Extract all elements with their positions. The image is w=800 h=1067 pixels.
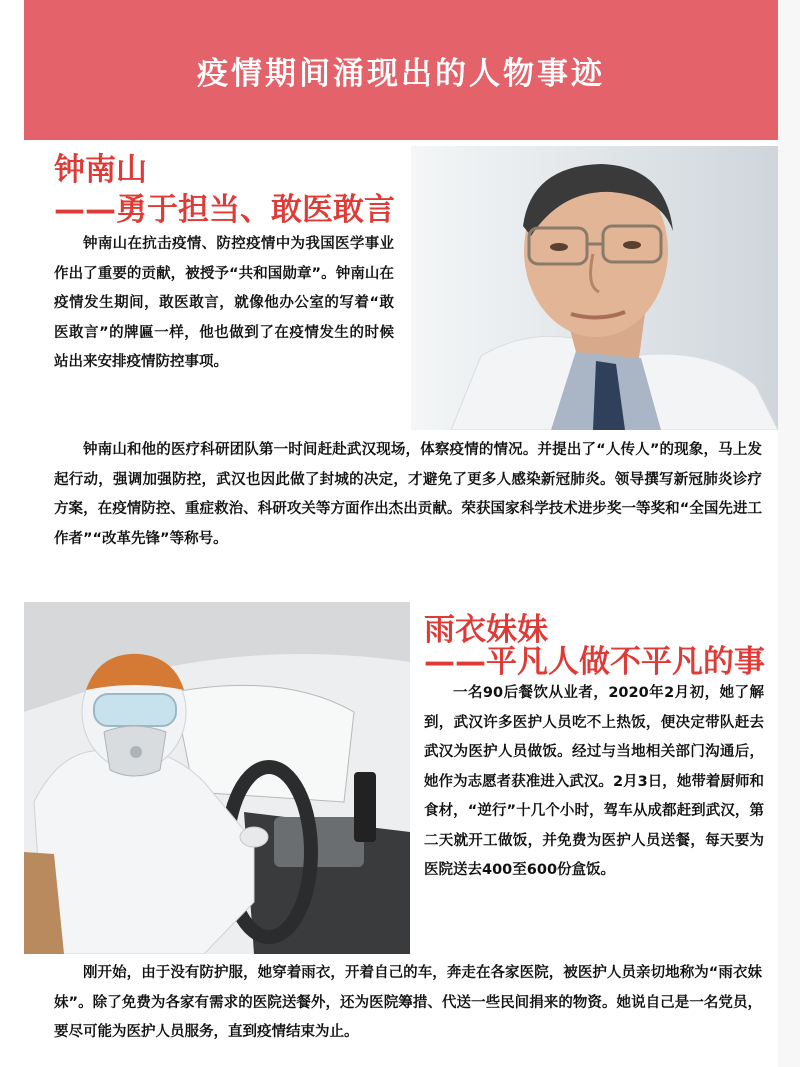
- raincoat-sister-photo: [24, 602, 410, 954]
- title-banner: [24, 0, 778, 140]
- page-title: 疫情期间涌现出的人物事迹: [197, 55, 605, 92]
- page-edge: [778, 0, 800, 1067]
- section2-paragraph-1: 一名90后餐饮从业者，2020年2月初，她了解到，武汉许多医护人员吃不上热饭，便决定带队赶去武汉为医护人员做饭。经过与当地相关部门沟通后，她作为志愿者获准进入武汉。2月3日，她带着厨师和食材，“逆行”十几个小时，驾车从成都赶到武汉，第二天就开工做饭，并免费为医护人员送餐，每天要为医院送去400至600份盒饭。: [424, 685, 764, 878]
- section1-paragraph-2: 钟南山和他的医疗科研团队第一时间赶赴武汉现场，体察疫情的情况。并提出了“人传人”的现象，马上发起行动，强调加强防控，武汉也因此做了封城的决定，才避免了更多人感染新冠肺炎。领导撰写新冠肺炎诊疗方案，在疫情防控、重症救治、科研攻关等方面作出杰出贡献。荣获国家科学技术进步奖一等奖和“全国先进工作者”“改革先锋”等称号。: [54, 442, 762, 547]
- section2-paragraph-2: 刚开始，由于没有防护服，她穿着雨衣，开着自己的车，奔走在各家医院，被医护人员亲切地称为“雨衣妹妹”。除了免费为各家有需求的医院送餐外，还为医院筹措、代送一些民间捐来的物资。她说自己是一名党员，要尽可能为医护人员服务，直到疫情结束为止。: [54, 965, 762, 1040]
- zhong-nanshan-photo: [411, 146, 778, 430]
- section1-subtitle: ——勇于担当、敢医敢言: [54, 192, 395, 228]
- section1-name: 钟南山: [54, 152, 147, 188]
- section2-subtitle: ——平凡人做不平凡的事: [424, 644, 765, 680]
- section2-name: 雨衣妹妹: [424, 612, 548, 648]
- section1-paragraph-1: 钟南山在抗击疫情、防控疫情中为我国医学事业作出了重要的贡献，被授予“共和国勋章”。钟南山在疫情发生期间，敢医敢言，就像他办公室的写着“敢医敢言”的牌匾一样，他也做到了在疫情发生的时候站出来安排疫情防控事项。: [54, 236, 394, 370]
